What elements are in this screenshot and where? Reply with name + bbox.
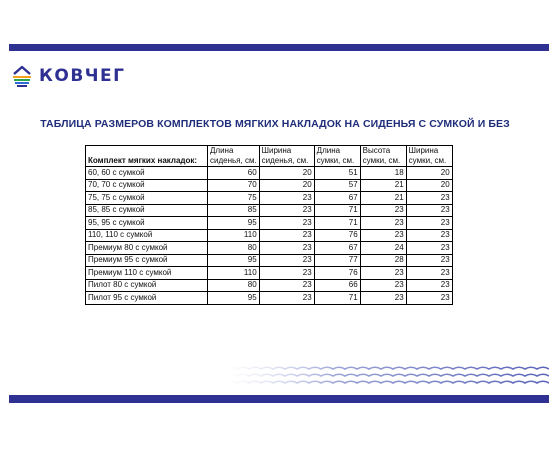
size-table [85,145,453,305]
value-cell: 110 [208,229,260,242]
value-cell: 23 [259,217,314,230]
value-cell: 23 [406,267,452,280]
header-column-1 [208,146,260,167]
value-cell: 28 [360,254,406,267]
set-name-cell: 110, 110 с сумкой [86,229,208,242]
value-cell: 80 [208,279,260,292]
ark-logo-icon [11,64,33,88]
table-row [86,204,453,217]
value-cell: 60 [208,167,260,180]
value-cell: 23 [360,217,406,230]
set-name-cell: 70, 70 с сумкой [86,179,208,192]
value-cell: 57 [314,179,360,192]
value-cell: 23 [259,279,314,292]
value-cell: 20 [406,167,452,180]
brand-logo [11,64,126,88]
header-line-2: сиденья, см. [210,156,257,165]
top-banner-bar [9,44,549,51]
header-column-3 [314,146,360,167]
header-line-2: сумки, см. [408,156,447,165]
header-column-5 [406,146,452,167]
header-line-2: сиденья, см. [261,156,309,165]
set-name-cell: Пилот 95 с сумкой [86,292,208,305]
value-cell: 23 [360,204,406,217]
set-name-cell: Премиум 110 с сумкой [86,267,208,280]
table-row [86,229,453,242]
value-cell: 21 [360,192,406,205]
set-name-cell: Пилот 80 с сумкой [86,279,208,292]
value-cell: 75 [208,192,260,205]
set-name-cell: 95, 95 с сумкой [86,217,208,230]
value-cell: 23 [259,229,314,242]
header-line-2: сумки, см. [316,156,355,165]
table-row [86,292,453,305]
header-line-1: Высота [362,146,391,155]
header-line-2: Комплект мягких накладок: [88,156,198,165]
wave-line [225,381,549,383]
wave-lines-icon [225,364,549,390]
value-cell: 80 [208,242,260,255]
header-line-1: Ширина [408,146,439,155]
header-line-2: сумки, см. [362,156,401,165]
table-row [86,217,453,230]
value-cell: 71 [314,217,360,230]
set-name-cell: 85, 85 с сумкой [86,204,208,217]
brand-name: КОВЧЕГ [39,66,126,86]
value-cell: 23 [259,242,314,255]
value-cell: 71 [314,204,360,217]
value-cell: 23 [406,254,452,267]
value-cell: 23 [406,229,452,242]
value-cell: 21 [360,179,406,192]
header-line-1: Ширина [261,146,292,155]
value-cell: 20 [259,179,314,192]
set-name-cell: 75, 75 с сумкой [86,192,208,205]
header-line-1: Длина [316,146,341,155]
header-line-1 [88,146,205,156]
value-cell: 23 [259,267,314,280]
value-cell: 18 [360,167,406,180]
value-cell: 23 [360,229,406,242]
wave-line [225,374,549,376]
table-row [86,267,453,280]
value-cell: 23 [406,242,452,255]
value-cell: 76 [314,229,360,242]
value-cell: 95 [208,217,260,230]
table-row [86,179,453,192]
wave-line [225,367,549,369]
value-cell: 23 [406,204,452,217]
value-cell: 23 [406,217,452,230]
header-column-4 [360,146,406,167]
value-cell: 76 [314,267,360,280]
value-cell: 23 [360,267,406,280]
header-line-1: Длина [210,146,234,155]
value-cell: 24 [360,242,406,255]
value-cell: 67 [314,242,360,255]
value-cell: 23 [360,279,406,292]
value-cell: 23 [259,292,314,305]
value-cell: 66 [314,279,360,292]
table-row [86,167,453,180]
page-title: ТАБЛИЦА РАЗМЕРОВ КОМПЛЕКТОВ МЯГКИХ НАКЛАДОК НА СИДЕНЬЯ С СУМКОЙ И БЕЗ [40,118,510,130]
value-cell: 110 [208,267,260,280]
value-cell: 77 [314,254,360,267]
value-cell: 70 [208,179,260,192]
table-row [86,192,453,205]
set-name-cell: Премиум 80 с сумкой [86,242,208,255]
value-cell: 51 [314,167,360,180]
value-cell: 23 [406,279,452,292]
value-cell: 20 [406,179,452,192]
value-cell: 20 [259,167,314,180]
value-cell: 23 [406,192,452,205]
value-cell: 23 [259,204,314,217]
value-cell: 23 [259,192,314,205]
value-cell: 23 [406,292,452,305]
value-cell: 23 [259,254,314,267]
bottom-banner-bar [9,395,549,403]
table-row [86,242,453,255]
set-name-cell: Премиум 95 с сумкой [86,254,208,267]
value-cell: 23 [360,292,406,305]
value-cell: 67 [314,192,360,205]
value-cell: 71 [314,292,360,305]
value-cell: 95 [208,292,260,305]
value-cell: 85 [208,204,260,217]
table-row [86,279,453,292]
value-cell: 95 [208,254,260,267]
set-name-cell: 60, 60 с сумкой [86,167,208,180]
table-row [86,254,453,267]
header-set-name [86,146,208,167]
header-column-2 [259,146,314,167]
